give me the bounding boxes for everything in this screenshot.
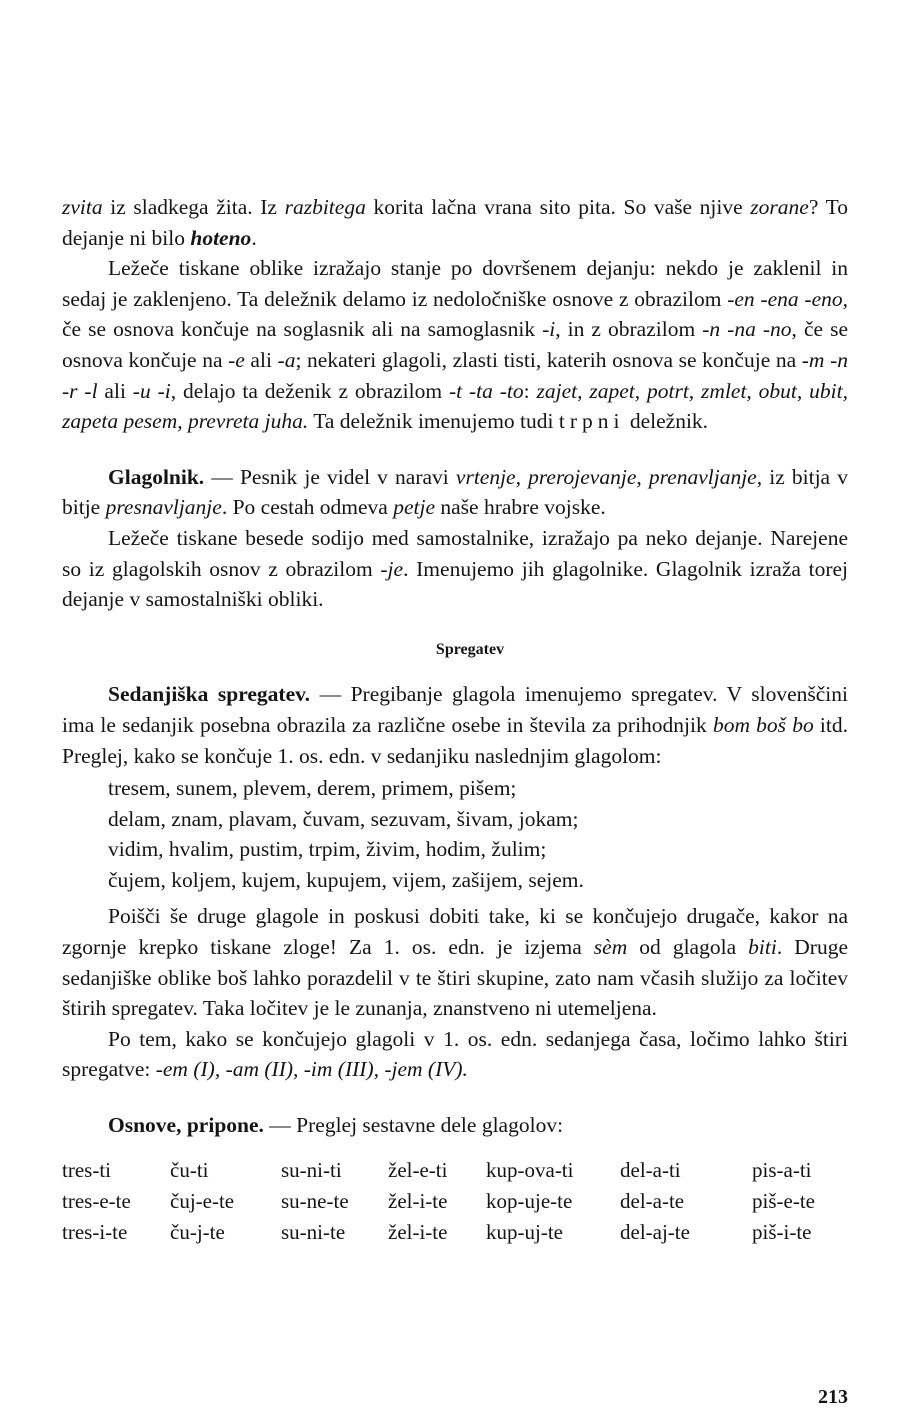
suffix-italic: -u -i	[132, 378, 171, 403]
suffix-italic: -t -ta -to	[448, 378, 524, 403]
table-cell: ču-ti	[170, 1157, 209, 1182]
paragraph-four-conjugations	[62, 1024, 848, 1085]
table-cell: kup-ova-ti	[486, 1157, 574, 1182]
text-run: — Pesnik je videl v naravi	[204, 464, 456, 489]
verb-list	[108, 773, 848, 895]
italic-word: hoteno	[190, 225, 252, 250]
verb-list-line: čujem, koljem, kujem, kupujem, vijem, zašijem, sejem.	[108, 867, 584, 892]
text-run: , če se osnova končuje na soglasnik ali na samoglasnik	[62, 286, 849, 342]
text-run: Ležeče tiskane besede sodijo med samostalnike, izražajo pa neko dejanje. Narejene so iz glagolskih osnov z obrazilom	[62, 525, 848, 581]
text-run: ; nekateri glagoli, zlasti tisti, katerih osnova se končuje na	[295, 347, 802, 372]
paragraph-present-conjugation	[62, 679, 848, 771]
table-cell: tres-ti	[62, 1157, 111, 1182]
table-cell: kup-uj-te	[486, 1219, 563, 1244]
verb-forms-table	[62, 1155, 848, 1248]
paragraph-examples-participle	[62, 192, 848, 253]
text-run: ali	[97, 378, 133, 403]
text-run: Ležeče tiskane oblike izražajo stanje po dovršenem dejanju: nekdo je zaklenil in sedaj je zaklenjeno. Ta deležnik delamo iz nedoločniške osnove z obrazilom	[62, 256, 848, 311]
suffix-italic: -m -n -r -l	[62, 347, 848, 403]
section-heading-inline: Osnove, pripone.	[108, 1113, 264, 1138]
text-run: :	[523, 378, 537, 403]
suffix-italic: -n -na -no	[702, 317, 792, 342]
italic-word: razbitega	[284, 195, 366, 219]
text-run: .	[251, 225, 257, 250]
paragraph-exercise	[62, 901, 848, 1023]
example-italic: zajet, zapet, potrt, zmlet, obut, ubit, zapeta pesem, prevreta juha.	[62, 378, 848, 434]
suffix-italic: -je	[380, 556, 404, 581]
italic-word: biti	[748, 935, 777, 960]
verb-list-line: delam, znam, plavam, čuvam, sezuvam, šivam, jokam;	[108, 806, 579, 831]
italic-word: zvita	[62, 195, 103, 219]
table-cell: del-aj-te	[620, 1219, 690, 1244]
text-run: ali	[244, 347, 278, 372]
text-run: iz bitja v bitje	[62, 464, 848, 520]
text-run: , delajo ta deženik z obrazilom	[170, 378, 449, 403]
text-run: korita lačna vrana sito pita. So vaše njive	[365, 195, 751, 219]
suffix-italic: -i	[542, 317, 556, 342]
italic-word: petje	[393, 495, 435, 520]
section-heading-inline: Sedanjiška spregatev.	[108, 682, 311, 707]
spaced-term: trpni	[558, 409, 625, 434]
suffix-italic: -a	[277, 347, 296, 372]
paragraph-participle-rules	[62, 253, 848, 437]
suffix-italic: -em (I), -am (II), -im (III), -jem (IV).	[155, 1057, 468, 1082]
text-run: iz sladkega žita. Iz	[102, 195, 285, 219]
table-cell: tres-i-te	[62, 1219, 128, 1244]
italic-word: vrtenje, prerojevanje, prenavljanje,	[455, 464, 763, 489]
text-run: od glagola	[627, 935, 749, 960]
text-run: . Imenujemo jih glagolnike. Glagolnik izraža torej dejanje v samostalniški obliki.	[62, 556, 848, 612]
table-row	[62, 1186, 848, 1217]
paragraph-glagolnik-explanation	[62, 523, 848, 615]
table-cell: ču-j-te	[170, 1219, 225, 1244]
table-cell: del-a-te	[620, 1188, 685, 1213]
text-run: , in z obrazilom	[555, 317, 703, 342]
table-cell: piš-i-te	[752, 1219, 812, 1244]
table-cell: žel-e-ti	[388, 1157, 448, 1182]
table-cell: pis-a-ti	[752, 1157, 812, 1182]
table-cell: kop-uje-te	[486, 1188, 573, 1213]
text-run: Ta deležnik imenujemo tudi	[308, 409, 559, 434]
table-cell: čuj-e-te	[170, 1188, 235, 1213]
italic-word: sèm	[593, 935, 628, 960]
table-cell: su-ne-te	[281, 1188, 349, 1213]
section-title: Spregatev	[435, 640, 505, 658]
table-cell: su-ni-te	[281, 1219, 346, 1244]
text-run: ? To dejanje ni bilo	[62, 195, 848, 250]
text-run: naše hrabre vojske.	[435, 495, 606, 520]
paragraph-stems-suffixes	[62, 1110, 848, 1141]
text-run: Poišči še druge glagole in poskusi dobiti take, ki se končujejo drugače, kakor na zgornje krepko tiskane zloge! Za 1. os. edn. je izjema	[62, 904, 848, 960]
table-cell: tres-e-te	[62, 1188, 131, 1213]
text-run: , če se osnova končuje na	[62, 317, 848, 372]
table-cell: su-ni-ti	[281, 1157, 342, 1182]
table-cell: piš-e-te	[752, 1188, 815, 1213]
text-run: . Druge sedanjiške oblike boš lahko porazdelil v te štiri skupine, zato nam včasih služijo za ločitev štirih spregatev. Taka ločitev je le zunanja, znanstveno ni utemeljena.	[62, 935, 848, 1021]
table-cell: žel-i-te	[388, 1188, 448, 1213]
page-number: 213	[818, 1386, 848, 1408]
suffix-italic: -e	[228, 347, 245, 372]
suffix-italic: -en -ena -eno	[727, 286, 843, 311]
table-cell: žel-i-te	[388, 1219, 448, 1244]
table-row	[62, 1217, 848, 1248]
text-run: — Pregibanje glagola imenujemo spregatev. V slovenščini ima le sedanjik posebna obrazila za različne osebe in števila za prihodnjik	[62, 682, 848, 737]
page-body	[62, 192, 848, 1248]
text-run: Po tem, kako se končujejo glagoli v 1. os. edn. sedanjega časa, ločimo lahko štiri spregatve:	[62, 1026, 848, 1082]
table-cell: del-a-ti	[620, 1157, 681, 1182]
text-run: itd. Preglej, kako se končuje 1. os. edn. v sedanjiku naslednjim glagolom:	[62, 712, 848, 768]
paragraph-glagolnik	[62, 462, 848, 523]
verb-list-line: vidim, hvalim, pustim, trpim, živim, hodim, žulim;	[108, 837, 547, 862]
verb-list-line: tresem, sunem, plevem, derem, primem, pišem;	[108, 776, 517, 801]
text-run: deležnik.	[624, 409, 709, 434]
italic-word: zorane	[750, 195, 809, 219]
italic-word: bom boš bo	[712, 712, 814, 737]
text-run: — Preglej sestavne dele glagolov:	[263, 1113, 564, 1138]
text-run: . Po cestah odmeva	[221, 495, 394, 520]
section-heading-inline: Glagolnik.	[108, 464, 205, 489]
table-row	[62, 1155, 848, 1186]
italic-word: presnavljanje	[105, 495, 222, 520]
